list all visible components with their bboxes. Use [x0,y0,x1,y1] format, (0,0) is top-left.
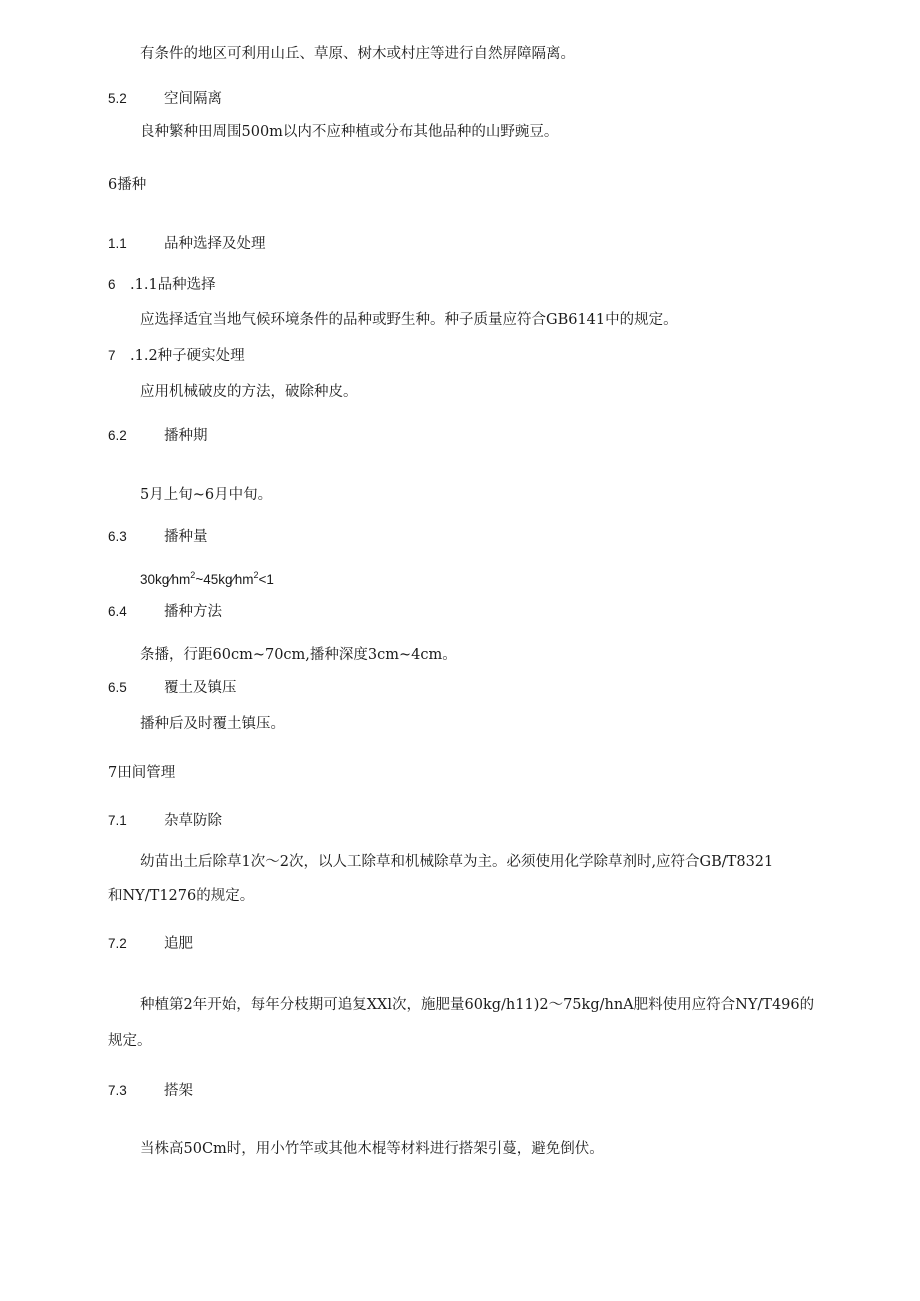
section-title: 追肥 [164,936,193,952]
section-number: 6.5 [108,680,127,695]
section-number: 1.1 [108,236,127,251]
section-title: .1.2种子硬实处理 [130,348,245,364]
section-heading-6-1-1 [108,275,216,295]
sowing-rate-value-start: 30kg∕hm [140,572,191,587]
section-number: 7 [108,348,116,363]
section-number: 6.4 [108,604,127,619]
section-heading-6-5 [108,678,237,698]
section-title: .1.1品种选择 [130,277,216,293]
paragraph-space-isolation: 良种繁种田周围500m以内不应种植或分布其他品种的山野豌豆。 [140,124,559,140]
sowing-rate-trailing: <1 [258,572,274,587]
chapter-heading-6: 6播种 [108,177,147,193]
paragraph-weed-control-line-2: 和NY/T1276的规定。 [108,888,255,904]
section-heading-6-2 [108,426,208,446]
section-title: 搭架 [164,1083,193,1099]
paragraph-sowing-rate: 30kg∕hm2~45kg∕hm2<1 [140,570,274,590]
paragraph-sowing-method: 条播，行距60cm~70cm,播种深度3cm~4cm。 [140,647,457,663]
section-number: 6 [108,277,116,292]
section-title: 品种选择及处理 [164,236,266,252]
paragraph-fertilization-line-1: 种植第2年开始，每年分枝期可追复XXl次，施肥量60kg∕h11)2～75kg/hnA肥料使用应符合NY/T496的 [140,997,815,1013]
chapter-heading-7: 7田间管理 [108,765,176,781]
section-number: 7.1 [108,813,127,828]
section-title: 播种期 [164,428,208,444]
section-number: 6.3 [108,529,127,544]
section-title: 播种量 [164,529,208,545]
section-heading-1-1 [108,234,266,254]
paragraph-sowing-period: 5月上旬~6月中旬。 [140,487,273,503]
paragraph-fertilization-line-2: 规定。 [108,1033,152,1049]
paragraph-variety-selection: 应选择适宜当地气候环境条件的品种或野生种。种子质量应符合GB6141中的规定。 [140,312,678,328]
section-heading-7-3 [108,1081,193,1101]
section-heading-7-1 [108,811,222,831]
paragraph-cover-soil: 播种后及时覆土镇压。 [140,716,285,732]
paragraph-hardseed-treatment: 应用机械破皮的方法，破除种皮。 [140,384,358,400]
section-number: 5.2 [108,91,127,106]
section-title: 播种方法 [164,604,222,620]
paragraph-weed-control-line-1: 幼苗出土后除草1次～2次，以人工除草和机械除草为主。必须使用化学除草剂时,应符合GB/T8321 [140,854,774,870]
sowing-rate-value-end: ~45kg∕hm [195,572,254,587]
paragraph-trellis: 当株高50Cm时，用小竹竿或其他木棍等材料进行搭架引蔓，避免倒伏。 [140,1141,604,1157]
section-number: 6.2 [108,428,127,443]
section-number: 7.2 [108,936,127,951]
section-title: 空间隔离 [164,91,222,107]
section-heading-6-4 [108,602,222,622]
section-heading-7-1-2 [108,346,245,366]
section-heading-7-2 [108,934,193,954]
section-number: 7.3 [108,1083,127,1098]
section-title: 覆土及镇压 [164,680,237,696]
section-heading-6-3 [108,527,208,547]
section-title: 杂草防除 [164,813,222,829]
section-heading-5-2 [108,89,222,109]
paragraph-natural-isolation: 有条件的地区可利用山丘、草原、树木或村庄等进行自然屏障隔离。 [140,46,575,62]
